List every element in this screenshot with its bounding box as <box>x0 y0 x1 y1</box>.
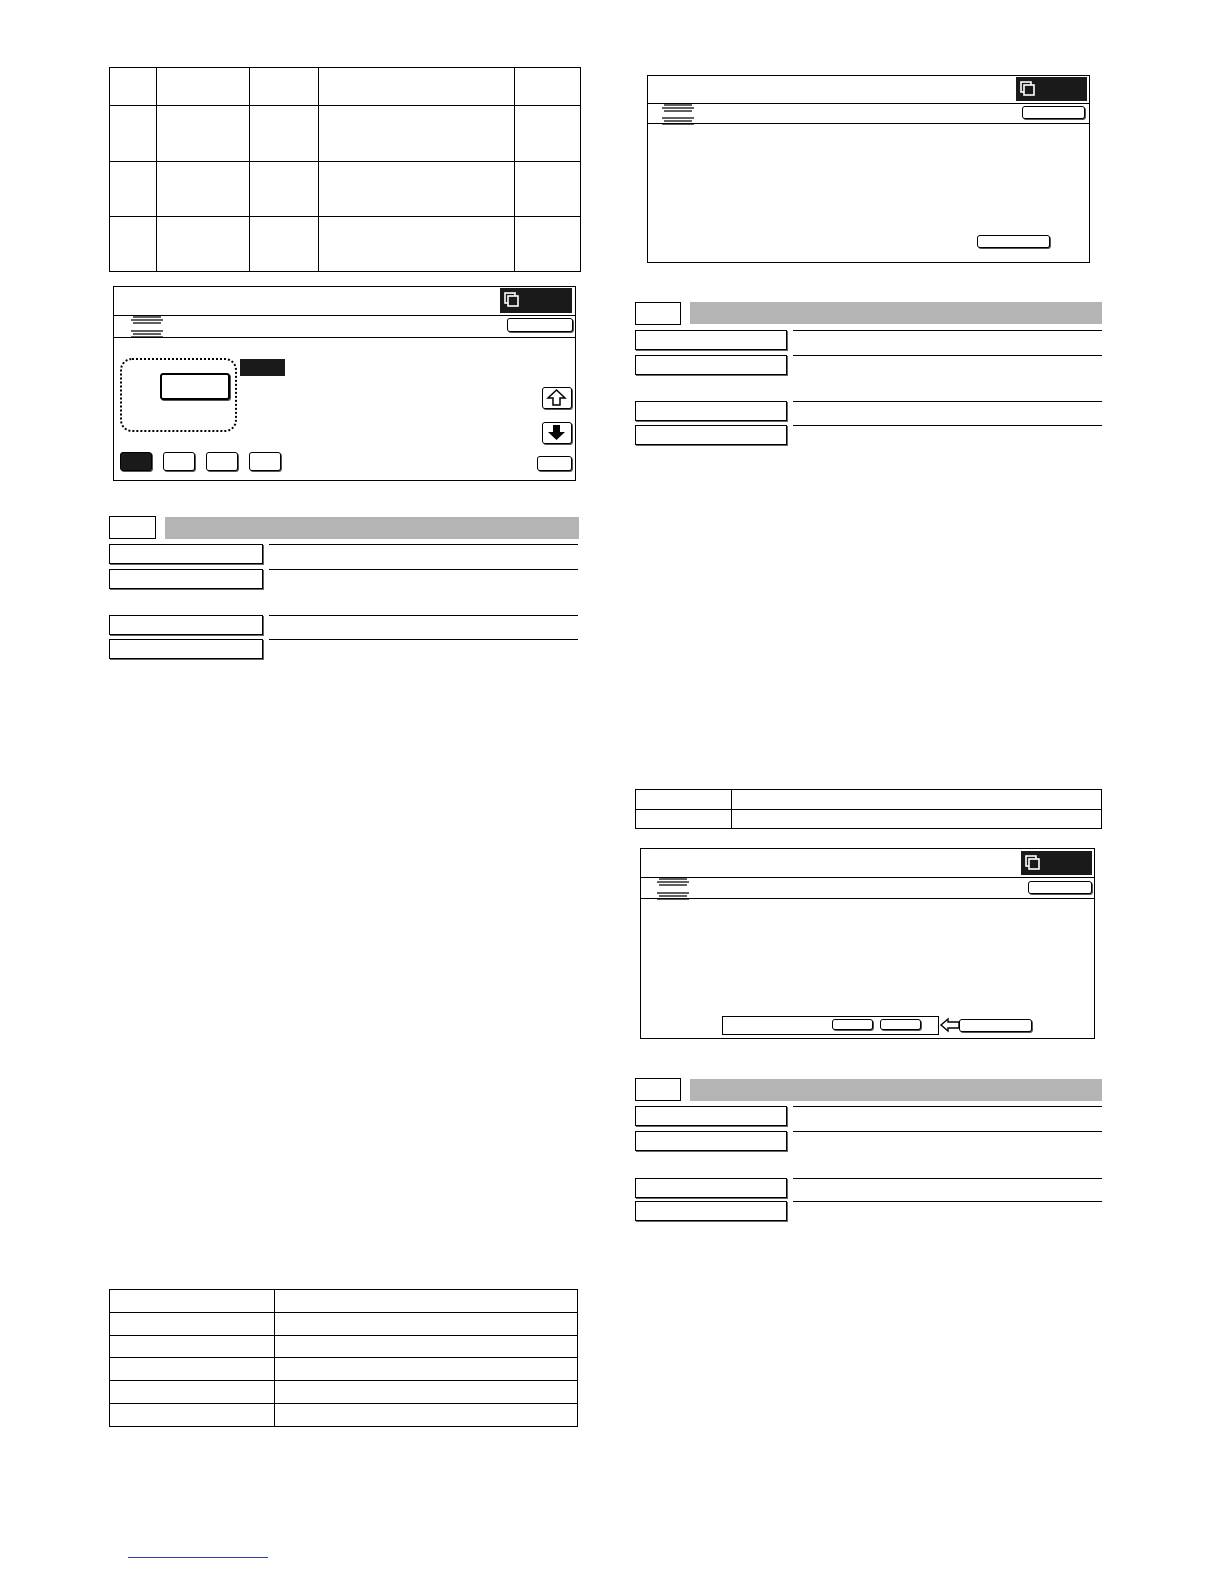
table-row <box>636 790 1102 810</box>
table-row <box>636 809 1102 829</box>
table-cell <box>515 162 581 217</box>
table-cell <box>275 1290 578 1313</box>
table-cell <box>250 217 319 272</box>
item-rule <box>793 1131 1102 1132</box>
table-row <box>110 1290 578 1313</box>
copy-mode-badge <box>500 288 572 313</box>
table-row <box>110 106 581 162</box>
ok-button[interactable] <box>1028 881 1092 894</box>
item-label-box <box>109 569 263 589</box>
item-label-box <box>109 615 263 635</box>
table-row <box>110 68 581 106</box>
table-row <box>110 162 581 217</box>
table-cell <box>110 217 157 272</box>
execute-button[interactable] <box>977 235 1050 248</box>
execute-button[interactable] <box>537 456 572 471</box>
table-cell <box>110 1404 275 1427</box>
execute-button[interactable] <box>959 1019 1032 1032</box>
table-cell <box>275 1335 578 1358</box>
table-cell <box>515 106 581 162</box>
table-cell <box>319 106 515 162</box>
table-cell <box>157 217 250 272</box>
section-number-box <box>635 302 681 325</box>
item-rule <box>793 355 1102 356</box>
table-cell <box>732 790 1102 810</box>
arrow-up-icon <box>543 388 570 407</box>
tab-button-3[interactable] <box>206 452 238 471</box>
down-button[interactable] <box>542 422 572 444</box>
section-number-box <box>635 1078 681 1101</box>
screen-sub-bar <box>114 315 575 338</box>
item-label-box <box>635 425 787 445</box>
table-cell <box>515 217 581 272</box>
table-cell <box>110 68 157 106</box>
item-label-box <box>635 1178 787 1198</box>
item-rule <box>269 615 578 616</box>
table-cell <box>157 68 250 106</box>
ok-button[interactable] <box>1022 106 1085 119</box>
item-label-box <box>635 330 787 350</box>
copy-mode-icon <box>1020 81 1036 97</box>
item-label-box <box>635 1201 787 1221</box>
table-cell <box>515 68 581 106</box>
section-header-bar <box>690 1079 1102 1101</box>
table-cell <box>110 1358 275 1381</box>
item-rule <box>793 401 1102 402</box>
item-label-box <box>109 544 263 564</box>
table-cell <box>250 106 319 162</box>
section-header-bar <box>690 302 1102 324</box>
item-rule <box>793 330 1102 331</box>
arrow-down-icon <box>543 423 570 442</box>
table-row <box>110 1404 578 1427</box>
confirm-yes-button[interactable] <box>832 1019 873 1030</box>
copy-mode-badge <box>1016 77 1087 101</box>
table-cell <box>319 162 515 217</box>
paper-stack-icon <box>661 103 695 127</box>
item-rule <box>269 544 578 545</box>
table-cell <box>319 217 515 272</box>
table-row <box>110 1312 578 1335</box>
table-cell <box>110 1290 275 1313</box>
highlight-label <box>240 359 285 376</box>
table-cell <box>275 1404 578 1427</box>
panel-screen-top-right <box>647 75 1090 263</box>
table-cell <box>110 106 157 162</box>
tab-button-4[interactable] <box>249 452 281 471</box>
bottom-left-table <box>109 1289 578 1427</box>
item-rule <box>269 639 578 640</box>
item-rule <box>793 1106 1102 1107</box>
table-cell <box>319 68 515 106</box>
paper-stack-icon <box>130 315 164 339</box>
item-label-box <box>635 401 787 421</box>
tab-button-2[interactable] <box>163 452 195 471</box>
ok-button[interactable] <box>507 318 573 332</box>
item-label-box <box>109 639 263 659</box>
item-rule <box>269 569 578 570</box>
table-cell <box>250 162 319 217</box>
table-row <box>110 217 581 272</box>
item-rule <box>793 1201 1102 1202</box>
item-label-box <box>635 1131 787 1151</box>
table-cell <box>732 809 1102 829</box>
copy-mode-badge <box>1021 851 1092 875</box>
up-button[interactable] <box>542 387 572 409</box>
table-cell <box>250 68 319 106</box>
item-label-box <box>635 1106 787 1126</box>
paper-stack-icon <box>656 877 690 901</box>
table-cell <box>275 1312 578 1335</box>
copy-mode-icon <box>504 292 520 308</box>
confirm-no-button[interactable] <box>880 1019 921 1030</box>
table-cell <box>275 1381 578 1404</box>
right-middle-table <box>635 789 1102 829</box>
section-header-bar <box>165 517 579 539</box>
item-label-box <box>635 355 787 375</box>
item-rule <box>793 425 1102 426</box>
value-display-button[interactable] <box>160 373 230 400</box>
section-number-box <box>109 516 156 539</box>
spec-grid-table <box>109 67 581 272</box>
table-row <box>110 1358 578 1381</box>
copy-mode-icon <box>1025 855 1041 871</box>
tab-button-1[interactable] <box>120 452 152 471</box>
footer-link[interactable] <box>128 1557 268 1558</box>
table-row <box>110 1381 578 1404</box>
table-cell <box>636 809 732 829</box>
panel-screen-adjust <box>113 286 576 481</box>
screen-sub-bar <box>641 877 1094 899</box>
table-cell <box>110 1312 275 1335</box>
left-arrow-icon <box>939 1017 961 1033</box>
table-cell <box>157 106 250 162</box>
table-cell <box>275 1358 578 1381</box>
table-cell <box>636 790 732 810</box>
table-row <box>110 1335 578 1358</box>
item-rule <box>793 1178 1102 1179</box>
panel-screen-bottom-right <box>640 848 1095 1039</box>
table-cell <box>110 1335 275 1358</box>
table-cell <box>110 1381 275 1404</box>
table-cell <box>157 162 250 217</box>
table-cell <box>110 162 157 217</box>
